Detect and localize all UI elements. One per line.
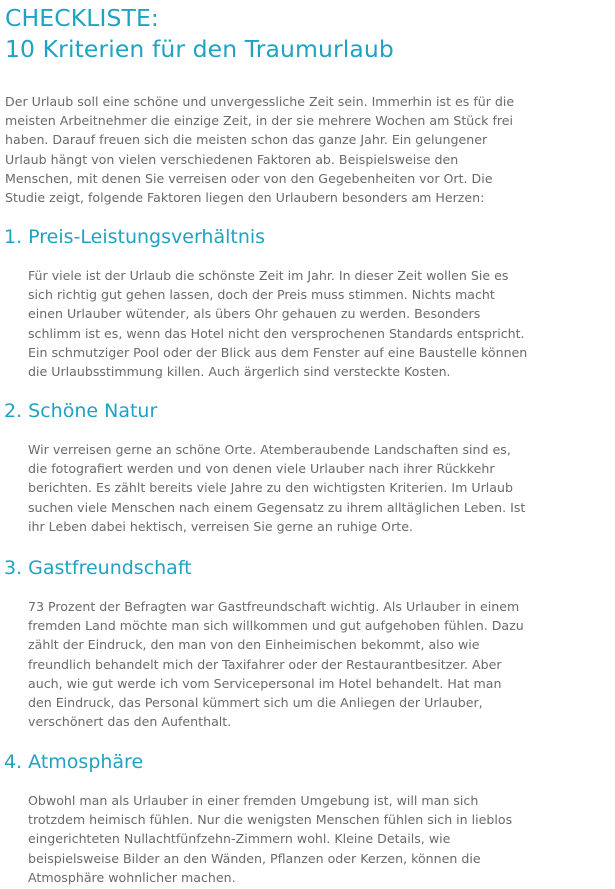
section-heading-gastfreundschaft: 3. Gastfreundschaft [4, 557, 192, 579]
section-body-atmosphaere: Obwohl man als Urlauber in einer fremden Umgebung ist, will man sich trotzdem heimisch fühlen. Nur die wenigsten Menschen fühlen sich in lieblos eingerichteten Nullachtfünfzehn-Zimmern wohl. Kleine Details, wie beispielsweise Bilder an den Wänden, Pflanzen oder Kerzen, können die Atmosphäre wohnlicher machen. [28, 793, 513, 885]
section-heading-preis-leistung: 1. Preis-Leistungsverhältnis [4, 226, 266, 248]
title-line-2: 10 Kriterien für den Traumurlaub [5, 35, 394, 63]
page-title [5, 3, 394, 65]
intro-paragraph: Der Urlaub soll eine schöne und unvergessliche Zeit sein. Immerhin ist es für die meisten Arbeitnehmer die einzige Zeit, in der sie mehrere Wochen am Stück frei haben. Darauf freuen sich die meisten schon das ganze Jahr. Ein gelungener Urlaub hängt von vielen verschiedenen Faktoren ab. Beispielsweise den Menschen, mit denen Sie verreisen oder von den Gegebenheiten vor Ort. Die Studie zeigt, folgende Faktoren liegen den Urlaubern besonders am Herzen: [5, 94, 515, 206]
title-line-1: CHECKLISTE: [5, 4, 159, 32]
section-body-gastfreundschaft: 73 Prozent der Befragten war Gastfreundschaft wichtig. Als Urlauber in einem fremden Land möchte man sich willkommen und gut aufgehoben fühlen. Dazu zählt der Eindruck, den man von den Einheimischen bekommt, also wie freundlich behandelt mich der Taxifahrer oder der Restaurantbesitzer. Aber auch, wie gut werde ich vom Servicepersonal im Hotel behandelt. Hat man den Eindruck, das Personal kümmert sich um die Anliegen der Urlauber, verschönert das den Aufenthalt. [28, 599, 524, 730]
section-heading-atmosphaere: 4. Atmosphäre [4, 751, 144, 773]
section-body-preis-leistung: Für viele ist der Urlaub die schönste Zeit im Jahr. In dieser Zeit wollen Sie es sich richtig gut gehen lassen, doch der Preis muss stimmen. Nichts macht einen Urlauber wütender, als übers Ohr gehauen zu werden. Besonders schlimm ist es, wenn das Hotel nicht den versprochenen Standards entspricht. Ein schmutziger Pool oder der Blick aus dem Fenster auf eine Baustelle können die Urlaubsstimmung killen. Auch ärgerlich sind versteckte Kosten. [28, 268, 528, 380]
section-heading-schoene-natur: 2. Schöne Natur [4, 400, 158, 422]
section-body-schoene-natur: Wir verreisen gerne an schöne Orte. Atemberaubende Landschaften sind es, die fotografiert werden und von denen viele Urlauber nach ihrer Rückkehr berichten. Es zählt bereits viele Jahre zu den wichtigsten Kriterien. Im Urlaub suchen viele Menschen nach einem Gegensatz zu ihrem alltäglichen Leben. Ist ihr Leben dabei hektisch, verreisen Sie gerne an ruhige Orte. [28, 442, 526, 534]
